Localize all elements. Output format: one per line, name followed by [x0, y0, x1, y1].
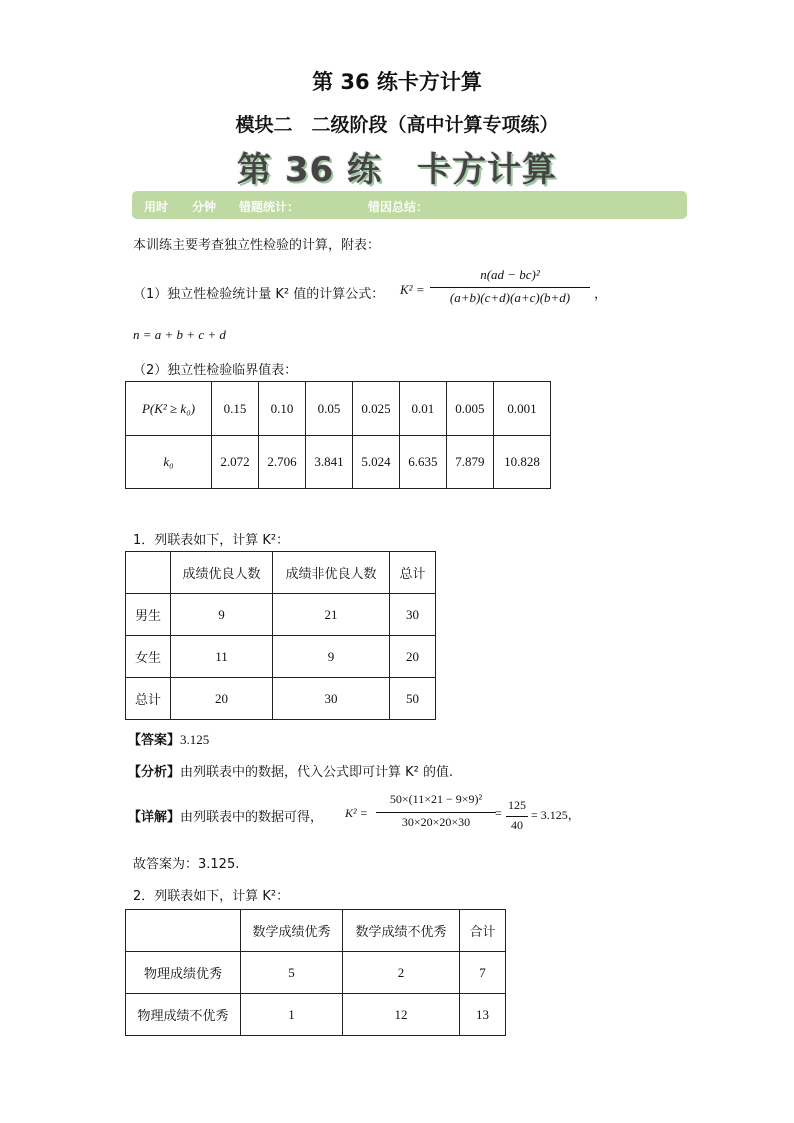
p-cell: 0.025: [352, 382, 399, 436]
detail-numerator-2: 125: [508, 798, 526, 812]
critical-value-table: [125, 381, 551, 489]
table-row: [126, 436, 551, 489]
k-cell: 2.072: [212, 436, 259, 489]
q2-contingency-table: [125, 909, 506, 1036]
table-row: [126, 594, 436, 636]
p-cell: 0.01: [399, 382, 446, 436]
detail-lhs: K² =: [345, 806, 368, 820]
q1-cell: 9: [171, 594, 273, 636]
detail-numerator: 50×(11×21 − 9×9)²: [389, 792, 483, 806]
answer-tag: 【答案】: [128, 733, 181, 748]
q2-cell: 7: [460, 952, 506, 994]
q2-row-label: 物理成绩优秀: [126, 952, 241, 994]
formula-denominator: (a+b)(c+d)(a+c)(b+d): [449, 290, 571, 305]
time-label: 用时: [144, 200, 169, 214]
page-title: 第 36 练卡方计算: [312, 70, 482, 94]
table-row: [126, 678, 436, 720]
q1-header-cell: 总计: [390, 552, 436, 594]
q1-cell: 50: [390, 678, 436, 720]
q1-cell: 30: [273, 678, 390, 720]
q1-answer: [128, 729, 209, 748]
k-cell: 5.024: [352, 436, 399, 489]
detail-tag: 【详解】: [128, 810, 181, 825]
q1-row-label: 女生: [126, 636, 171, 678]
q1-cell: 30: [390, 594, 436, 636]
q1-detail: [128, 806, 323, 825]
detail-fraction-bar: [376, 812, 496, 813]
q2-cell: 12: [343, 994, 460, 1036]
q1-row-label: 男生: [126, 594, 171, 636]
q2-cell: 13: [460, 994, 506, 1036]
detail-denominator-2: 40: [511, 818, 523, 832]
q2-cell: 2: [343, 952, 460, 994]
q1-cell: 9: [273, 636, 390, 678]
intro-text: 本训练主要考查独立性检验的计算，附表：: [133, 238, 381, 253]
k-cell: 7.879: [446, 436, 493, 489]
formula-tail: ，: [594, 287, 608, 302]
p-cell: 0.10: [258, 382, 305, 436]
k-cell: 6.635: [399, 436, 446, 489]
wrong-reason-label: 错因总结：: [368, 200, 429, 214]
p-cell: 0.005: [446, 382, 493, 436]
p-cell: 0.05: [305, 382, 352, 436]
info-bar: [132, 191, 687, 219]
formula-label: （1）独立性检验统计量 K² 值的计算公式：: [133, 287, 385, 302]
table-row: [126, 994, 506, 1036]
formula-lhs: K² =: [400, 282, 425, 297]
table-row: [126, 952, 506, 994]
row-header-k: k₀: [126, 436, 212, 489]
q1-cell: 20: [171, 678, 273, 720]
p-cell: 0.001: [493, 382, 550, 436]
table-row: [126, 552, 436, 594]
wrong-stats-label: 错题统计：: [239, 200, 300, 214]
k-cell: 2.706: [258, 436, 305, 489]
p-cell: 0.15: [212, 382, 259, 436]
detail-text: 由列联表中的数据可得，: [180, 810, 324, 825]
critical-table-label: （2）独立性检验临界值表：: [133, 363, 298, 378]
table-row: [126, 910, 506, 952]
analysis-tag: 【分析】: [128, 765, 181, 780]
formula-numerator: n(ad − bc)²: [480, 267, 540, 282]
row-header-p: P(K² ≥ k₀): [126, 382, 212, 436]
q1-cell: 11: [171, 636, 273, 678]
q2-header-cell: 数学成绩不优秀: [343, 910, 460, 952]
q2-cell: 1: [241, 994, 343, 1036]
q1-row-label: 总计: [126, 678, 171, 720]
q1-cell: 20: [390, 636, 436, 678]
table-row: [126, 382, 551, 436]
detail-denominator: 30×20×20×30: [401, 815, 471, 829]
q1-analysis: [128, 761, 453, 780]
q2-row-label: 物理成绩不优秀: [126, 994, 241, 1036]
q1-header-cell: 成绩非优良人数: [273, 552, 390, 594]
title-banner: 第 36 练 卡方计算: [237, 150, 557, 190]
k-cell: 3.841: [305, 436, 352, 489]
formula-fraction-bar: [430, 287, 590, 288]
detail-result: = 3.125，: [531, 808, 580, 822]
table-row: [126, 636, 436, 678]
n-definition: n = a + b + c + d: [133, 327, 226, 342]
q1-cell: 21: [273, 594, 390, 636]
q2-title: 2．列联表如下，计算 K²：: [133, 889, 290, 904]
detail-fraction-bar-2: [506, 816, 528, 817]
minutes-label: 分钟: [192, 200, 217, 214]
q2-cell: 5: [241, 952, 343, 994]
q1-contingency-table: [125, 551, 436, 720]
detail-equals: =: [495, 806, 502, 820]
analysis-text: 由列联表中的数据，代入公式即可计算 K² 的值.: [180, 765, 454, 780]
q2-header-cell: 合计: [460, 910, 506, 952]
module-subtitle: 模块二 二级阶段（高中计算专项练）: [235, 114, 559, 136]
q1-conclusion: 故答案为：3.125.: [133, 857, 240, 872]
q1-header-cell: [126, 552, 171, 594]
q1-header-cell: 成绩优良人数: [171, 552, 273, 594]
k-cell: 10.828: [493, 436, 550, 489]
q1-title: 1．列联表如下，计算 K²：: [133, 533, 290, 548]
q2-header-cell: [126, 910, 241, 952]
q2-header-cell: 数学成绩优秀: [241, 910, 343, 952]
answer-value: 3.125: [180, 732, 210, 747]
